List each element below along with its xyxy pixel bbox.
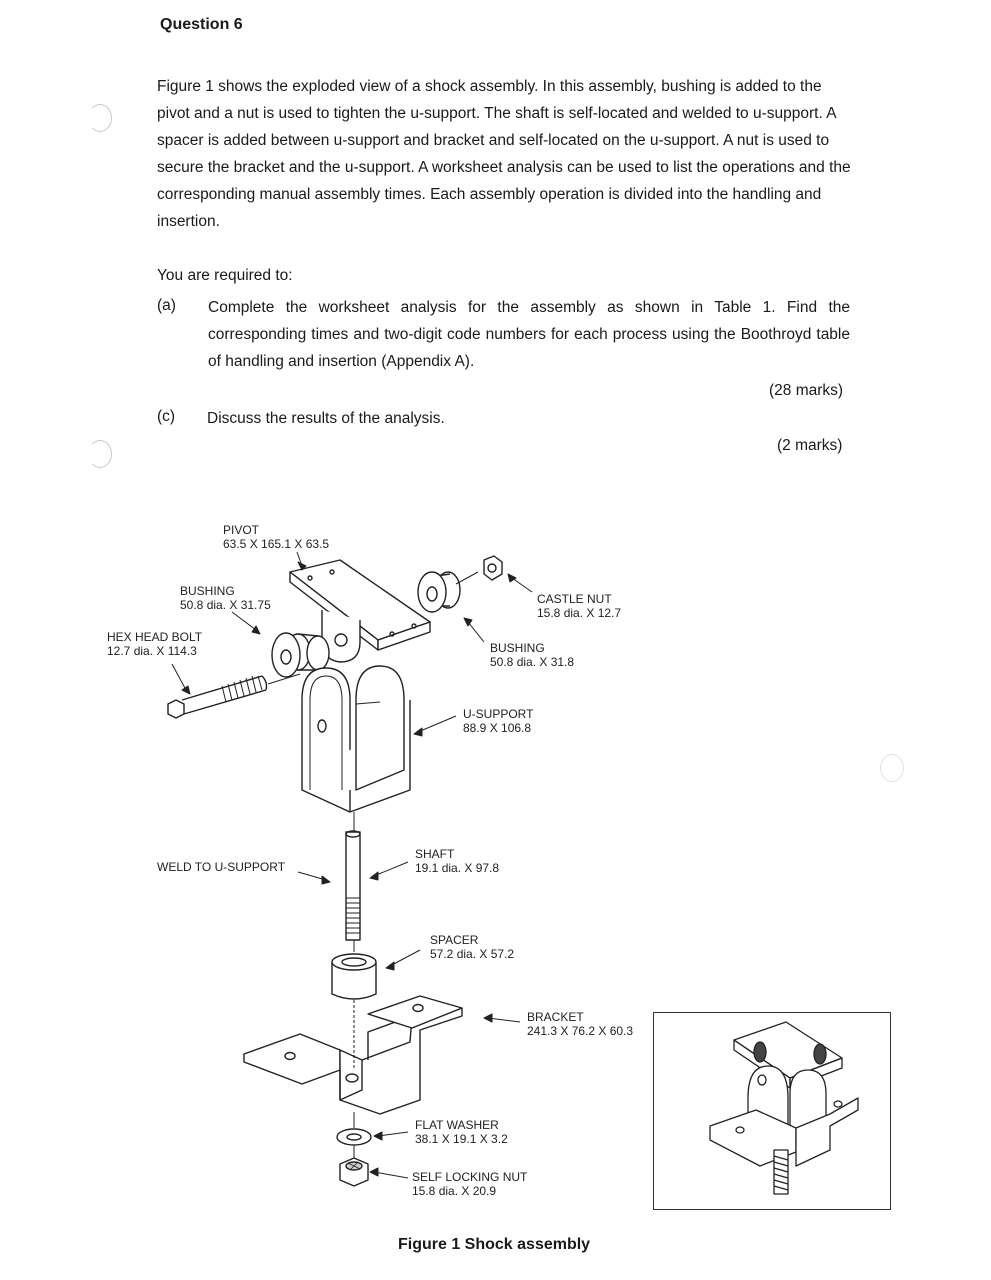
bushing-left-label: [180, 584, 271, 612]
spacer-name: SPACER: [430, 933, 479, 947]
washer-name: FLAT WASHER: [415, 1118, 499, 1132]
bracket-name: BRACKET: [527, 1010, 584, 1024]
castle-nut-dims: 15.8 dia. X 12.7: [537, 606, 622, 620]
spacer-dims: 57.2 dia. X 57.2: [430, 947, 515, 961]
bracket-part: [244, 996, 462, 1114]
bracket-label: [527, 1010, 633, 1038]
flat-washer-part: [337, 1112, 371, 1145]
question-title: Question 6: [160, 16, 243, 33]
hex-bolt-label: [107, 630, 202, 658]
hex-bolt-dims: 12.7 dia. X 114.3: [107, 644, 197, 658]
lock-nut-label: [412, 1170, 527, 1198]
hex-bolt-part: [168, 674, 300, 718]
shaft-part: [346, 812, 360, 952]
lock-nut-dims: 15.8 dia. X 20.9: [412, 1184, 497, 1198]
figure-caption: Figure 1 Shock assembly: [398, 1236, 591, 1253]
u-support-name: U-SUPPORT: [463, 707, 534, 721]
part-c-marks: (2 marks): [777, 437, 843, 454]
u-support-label: [463, 707, 533, 735]
requirements-heading: You are required to:: [157, 267, 293, 284]
castle-nut-part: [484, 556, 502, 580]
castle-nut-label: [537, 592, 621, 620]
u-support-part: [302, 666, 410, 812]
part-c-text: Discuss the results of the analysis.: [207, 410, 445, 427]
intro-paragraph: Figure 1 shows the exploded view of a shock assembly. In this assembly, bushing is added to the pivot and a nut is used to tighten the u-support. The shaft is self-located and welded to u-support. A spacer is added between u-support and bracket and self-located on the u-support. A nut is used to secure the bracket and the u-support. A worksheet analysis can be used to list the operations and the corresponding manual assembly times. Each assembly operation is divided into the handling and insertion.: [157, 78, 851, 230]
shaft-dims: 19.1 dia. X 97.8: [415, 861, 500, 875]
pivot-dims: 63.5 X 165.1 X 63.5: [223, 537, 330, 551]
spacer-part: [332, 954, 376, 999]
bushing-right-name: BUSHING: [490, 641, 545, 655]
lock-nut-name: SELF LOCKING NUT: [412, 1170, 528, 1184]
part-a-marks: (28 marks): [769, 382, 844, 399]
shaft-label: [415, 847, 499, 875]
washer-label: [415, 1118, 508, 1146]
bracket-dims: 241.3 X 76.2 X 60.3: [527, 1024, 634, 1038]
part-a-label: (a): [157, 297, 176, 314]
washer-dims: 38.1 X 19.1 X 3.2: [415, 1132, 508, 1146]
bushing-right-label: [490, 641, 574, 669]
bushing-right-part: [418, 572, 478, 612]
self-locking-nut-part: [340, 1146, 368, 1186]
pivot-name: PIVOT: [223, 523, 260, 537]
bushing-left-dims: 50.8 dia. X 31.75: [180, 598, 271, 612]
pivot-label: [223, 523, 329, 551]
weld-label: [157, 860, 285, 874]
assembled-view-inset-frame: [653, 1012, 891, 1210]
castle-nut-name: CASTLE NUT: [537, 592, 612, 606]
weld-name: WELD TO U-SUPPORT: [157, 860, 286, 874]
part-a-text: Complete the worksheet analysis for the assembly as shown in Table 1. Find the corresponding times and two-digit code numbers for each process using the Boothroyd table of handling and insertion (Appendix A).: [208, 299, 850, 370]
bushing-left-name: BUSHING: [180, 584, 235, 598]
part-c-label: (c): [157, 408, 176, 425]
shaft-name: SHAFT: [415, 847, 455, 861]
bushing-right-dims: 50.8 dia. X 31.8: [490, 655, 575, 669]
u-support-dims: 88.9 X 106.8: [463, 721, 532, 735]
hex-bolt-name: HEX HEAD BOLT: [107, 630, 203, 644]
spacer-label: [430, 933, 514, 961]
